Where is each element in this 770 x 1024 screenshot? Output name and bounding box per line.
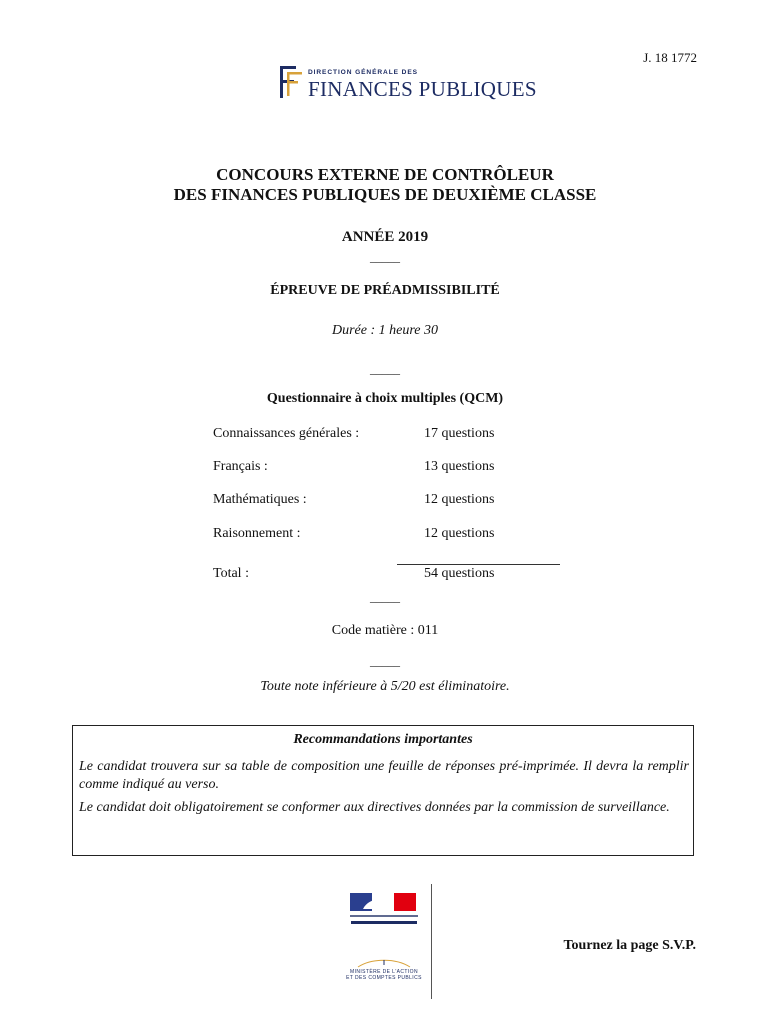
qcm-row-value: 13 questions xyxy=(424,459,495,474)
qcm-row-label: Raisonnement : xyxy=(213,526,301,541)
ministry-line-1: MINISTÈRE DE L'ACTION xyxy=(350,969,418,975)
exam-title-line-2: DES FINANCES PUBLIQUES DE DEUXIÈME CLASSE xyxy=(173,185,597,204)
subject-code: Code matière : 011 xyxy=(331,623,439,638)
exam-title xyxy=(0,165,770,205)
qcm-title: Questionnaire à choix multiples (QCM) xyxy=(266,391,504,406)
exam-duration: Durée : 1 heure 30 xyxy=(331,323,438,338)
exam-epreuve: ÉPREUVE DE PRÉADMISSIBILITÉ xyxy=(270,283,500,298)
separator: _____ xyxy=(370,654,400,668)
republique-francaise-logo xyxy=(347,891,421,933)
qcm-total-label: Total : xyxy=(213,566,249,581)
separator: _____ xyxy=(370,250,400,264)
exam-title-line-1: CONCOURS EXTERNE DE CONTRÔLEUR xyxy=(216,165,554,184)
qcm-total-value: 54 questions xyxy=(424,566,495,581)
ministry-emblem-icon xyxy=(344,957,424,969)
logo-line-2: FINANCES PUBLIQUES xyxy=(308,77,537,101)
dgfip-logo xyxy=(274,63,537,101)
qcm-row-value: 17 questions xyxy=(424,426,495,441)
separator: _____ xyxy=(370,362,400,376)
eliminatory-note: Toute note inférieure à 5/20 est éliminatoire. xyxy=(260,679,510,694)
dgfip-emblem-icon xyxy=(274,63,304,101)
logo-line-1: DIRECTION GÉNÉRALE DES xyxy=(308,69,418,76)
qcm-row-label: Connaissances générales : xyxy=(213,426,360,441)
qcm-row-label: Français : xyxy=(213,459,268,474)
turn-page-note: Tournez la page S.V.P. xyxy=(563,938,696,953)
qcm-row-value: 12 questions xyxy=(424,526,495,541)
qcm-row-label: Mathématiques : xyxy=(213,492,307,507)
ministry-logo xyxy=(344,956,424,984)
recommendation-paragraph: Le candidat trouvera sur sa table de composition une feuille de réponses pré-imprimée. Il devra la remplir comme indiqué au verso. xyxy=(79,759,689,792)
recommendations-title: Recommandations importantes xyxy=(293,732,473,747)
footer-divider xyxy=(431,884,432,999)
total-divider xyxy=(397,564,560,565)
exam-year: ANNÉE 2019 xyxy=(341,229,429,245)
ministry-line-2: ET DES COMPTES PUBLICS xyxy=(346,975,422,981)
separator: _____ xyxy=(370,590,400,604)
document-reference: J. 18 1772 xyxy=(643,50,697,65)
recommendation-paragraph: Le candidat doit obligatoirement se conformer aux directives données par la commission de surveillance. xyxy=(79,800,670,815)
qcm-row-value: 12 questions xyxy=(424,492,495,507)
recommendations-box xyxy=(72,725,694,856)
